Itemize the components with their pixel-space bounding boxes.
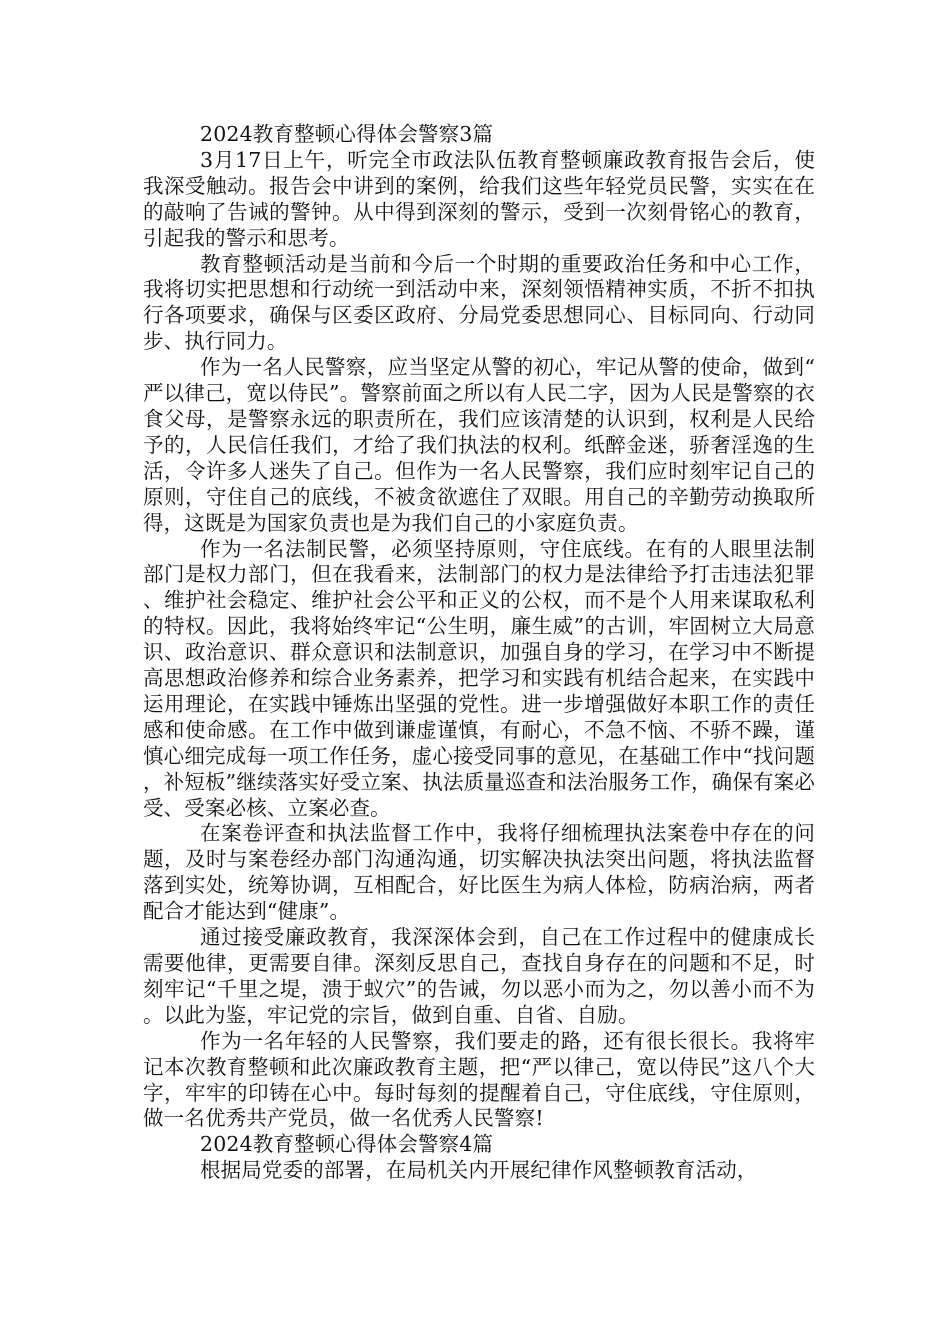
section-heading-4: 2024教育整顿心得体会警察4篇: [200, 1132, 494, 1157]
paragraph-rectification-task: 教育整顿活动是当前和今后一个时期的重要政治任务和中心工作，我将切实把思想和行动统一到活动中来，深刻领悟精神实质，不折不扣执行各项要求，确保与区委区政府、分局党委思想同心、目标同向、行动同步、执行同力。: [143, 251, 815, 354]
paragraph-discipline-activity: 根据局党委的部署，在局机关内开展纪律作风整顿教育活动，: [200, 1158, 758, 1183]
paragraph-self-discipline: 通过接受廉政教育，我深深体会到，自己在工作过程中的健康成长需要他律，更需要自律。深刻反思自己，查找自身存在的问题和不足，时刻牢记“千里之堤，溃于蚁穴”的告诫，勿以恶小而为之，勿以善小而不为。以此为鉴，牢记党的宗旨，做到自重、自省、自励。: [143, 925, 815, 1027]
paragraph-young-police: 作为一名年轻的人民警察，我们要走的路，还有很长很长。我将牢记本次教育整顿和此次廉政教育主题，把“严以律己，宽以侍民”这八个大字，牢牢的印铸在心中。每时每刻的提醒着自己，守住底线，守住原则，做一名优秀共产党员，做一名优秀人民警察!: [143, 1028, 815, 1131]
document-body: [143, 122, 815, 1184]
paragraph-legal-officer: 作为一名法制民警，必须坚持原则，守住底线。在有的人眼里法制部门是权力部门，但在我看来，法制部门的权力是法律给予打击违法犯罪、维护社会稳定、维护社会公平和正义的公权，而不是个人用来谋取私利的特权。因此，我将始终牢记“公生明，廉生威”的古训，牢固树立大局意识、政治意识、群众意识和法制意识，加强自身的学习，在学习中不断提高思想政治修养和综合业务素养，把学习和实践有机结合起来，在实践中运用理论，在实践中锤炼出坚强的党性。进一步增强做好本职工作的责任感和使命感。在工作中做到谦虚谨慎，有耐心，不急不恼、不骄不躁，谨慎心细完成每一项工作任务，虚心接受同事的意见，在基础工作中“找问题，补短板”继续落实好受立案、执法质量巡查和法治服务工作，确保有案必受、受案必核、立案必查。: [143, 536, 815, 820]
paragraph-report-meeting: 3月17日上午，听完全市政法队伍教育整顿廉政教育报告会后，使我深受触动。报告会中讲到的案例，给我们这些年轻党员民警，实实在在的敲响了告诫的警钟。从中得到深刻的警示，受到一次刻骨铭心的教育，引起我的警示和思考。: [143, 147, 815, 250]
section-heading-3: 2024教育整顿心得体会警察3篇: [200, 122, 494, 146]
paragraph-case-review: 在案卷评查和执法监督工作中，我将仔细梳理执法案卷中存在的问题，及时与案卷经办部门沟通沟通，切实解决执法突出问题，将执法监督落到实处，统筹协调，互相配合，好比医生为病人体检，防病治病，两者配合才能达到“健康”。: [143, 821, 815, 924]
paragraph-people-police: 作为一名人民警察，应当坚定从警的初心，牢记从警的使命，做到“严以律己，宽以侍民”。警察前面之所以有人民二字，因为人民是警察的衣食父母，是警察永远的职责所在，我们应该清楚的认识到，权利是人民给予的，人民信任我们，才给了我们执法的权利。纸醉金迷，骄奢淫逸的生活，令许多人迷失了自己。但作为一名人民警察，我们应时刻牢记自己的原则，守住自己的底线，不被贪欲遮住了双眼。用自己的辛勤劳动换取所得，这既是为国家负责也是为我们自己的小家庭负责。: [143, 355, 815, 535]
